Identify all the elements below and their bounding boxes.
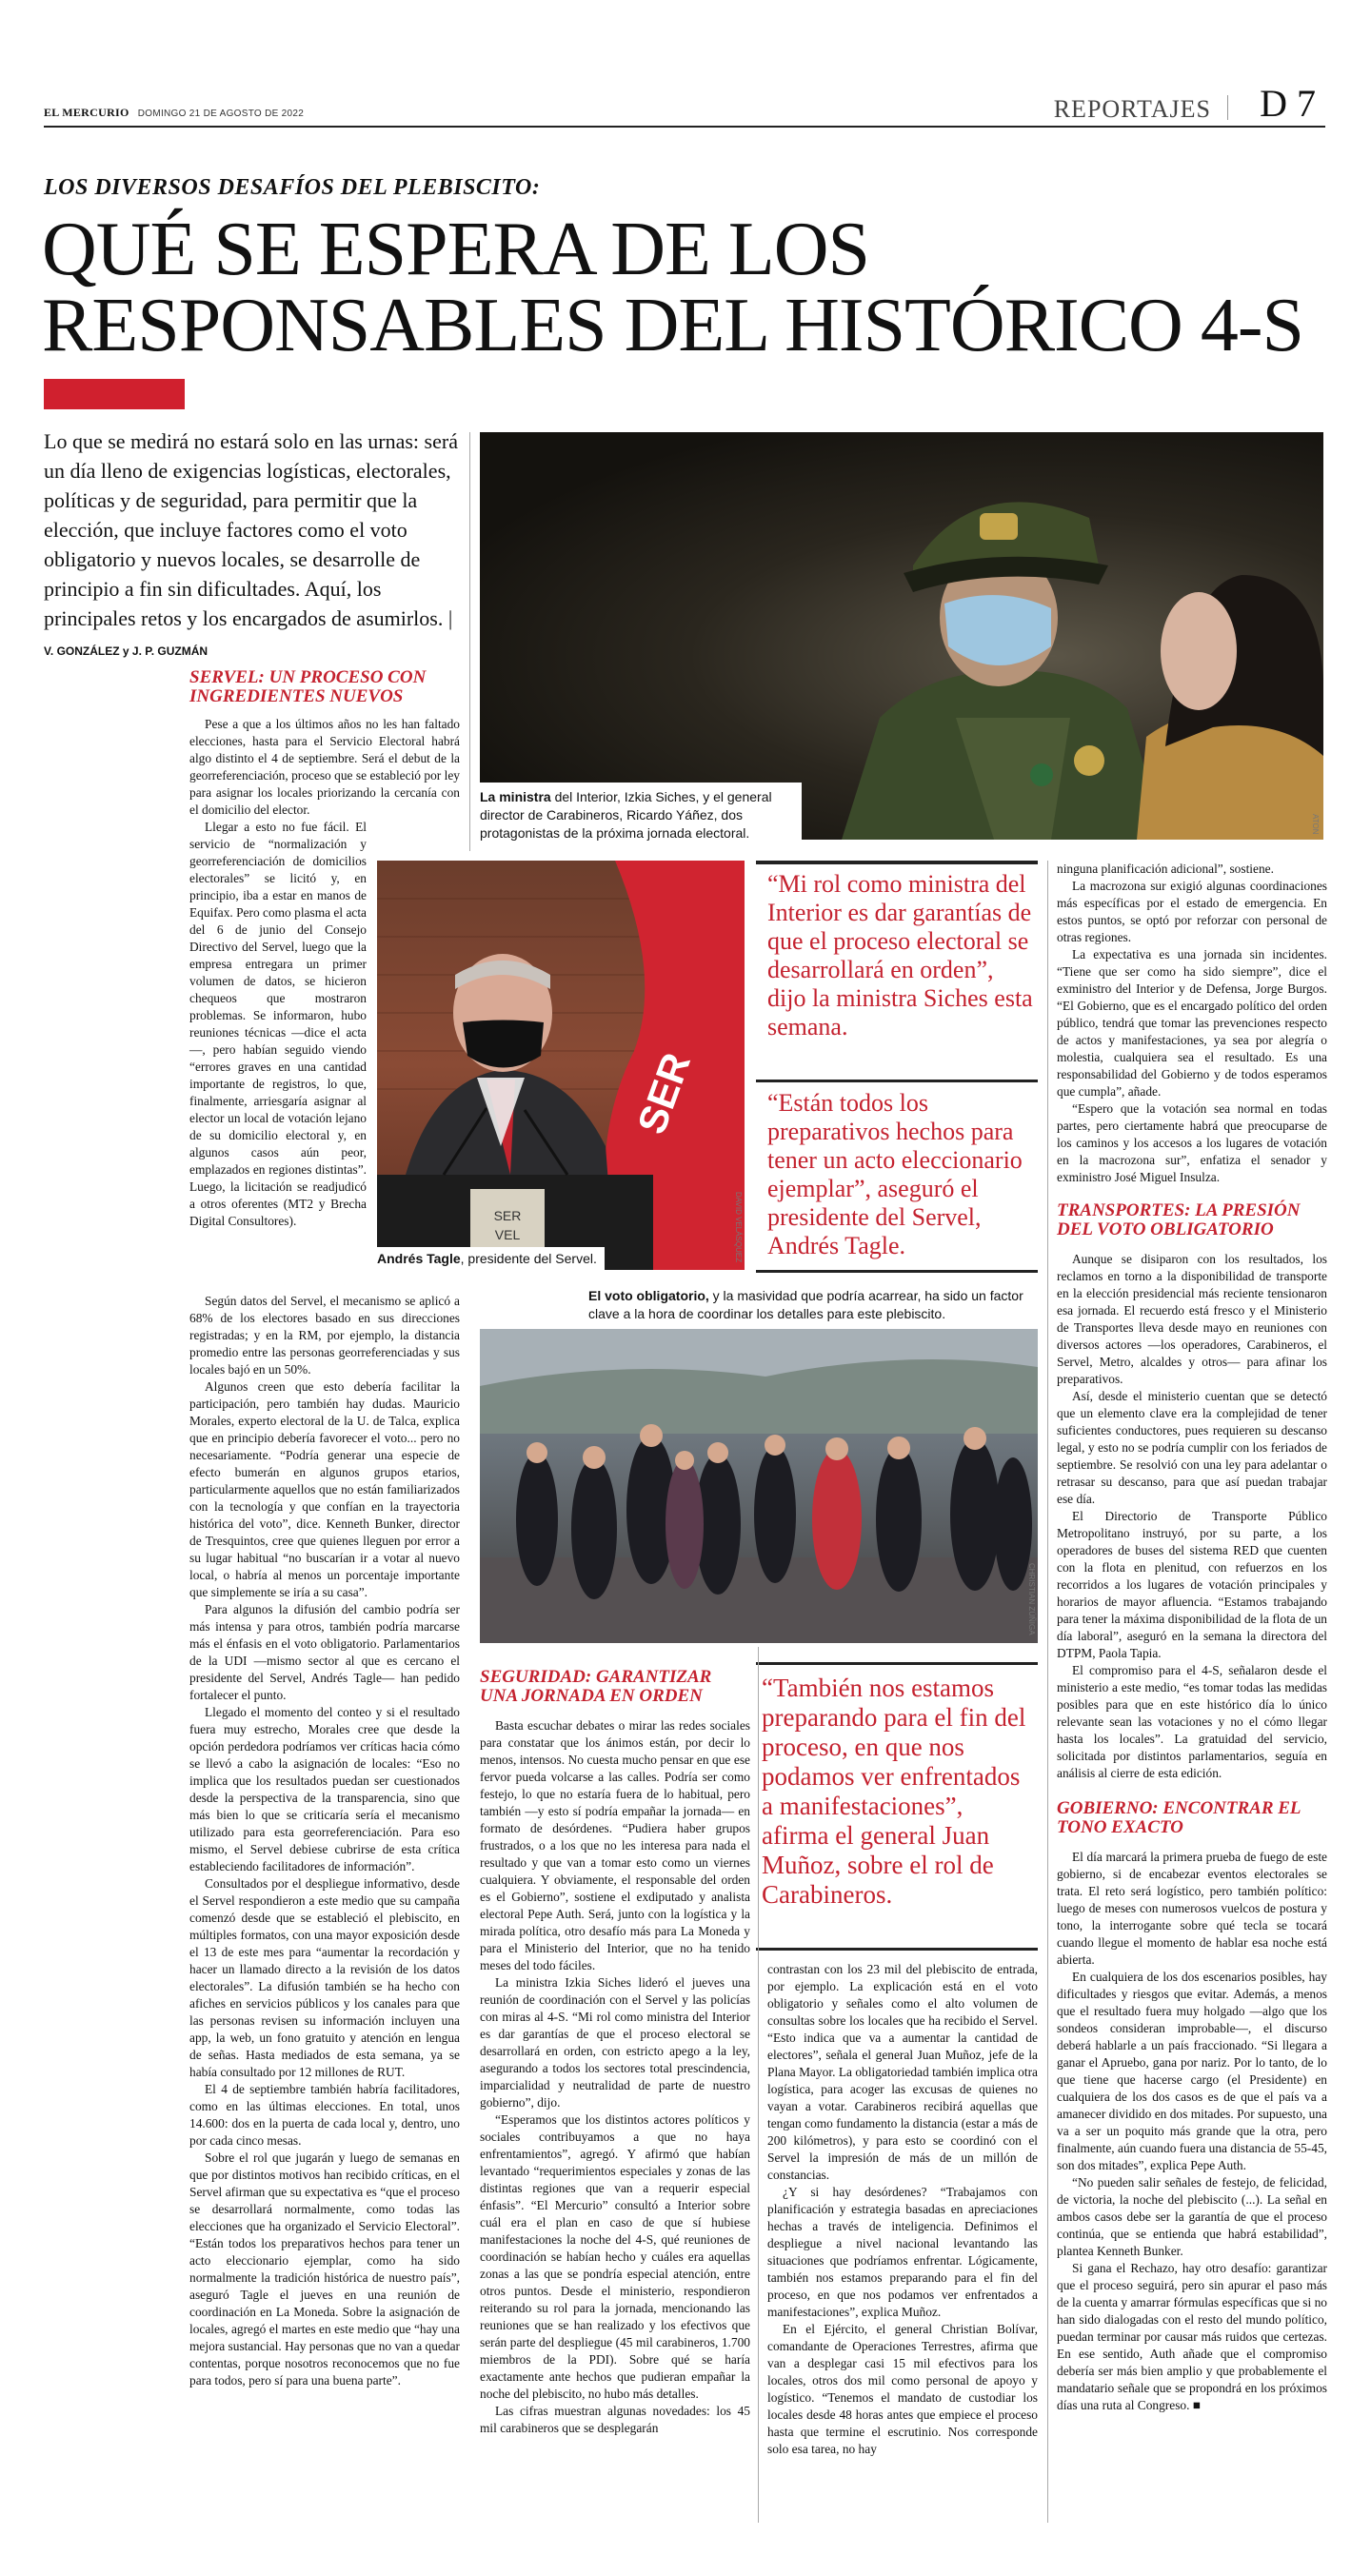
intro-text: Lo que se medirá no estará solo en las urnas: será un día lleno de exigencias logísticas, electorales, políticas y de seguridad, para permitir que la elección, que incluye factores como el voto obligatorio y nuevos locales, se desarrolle de principio a fin sin dificultades. Aquí, los principales retos y los encargados de asumirlos. |: [44, 429, 458, 630]
column-rule: [758, 1647, 759, 2523]
column-rule: [469, 432, 470, 851]
col4-mid-text: [1057, 1251, 1327, 1782]
newspaper-name: EL MERCURIO: [44, 106, 129, 119]
photo-1-credit: ATON: [1311, 813, 1320, 834]
subhead-transportes: TRANSPORTES: LA PRESIÓN DEL VOTO OBLIGATORIO: [1057, 1200, 1301, 1239]
svg-text:VEL: VEL: [494, 1227, 521, 1242]
paragraph: La expectativa es una jornada sin incidentes. “Tiene que ser como ha sido siempre”, dice el exministro del Interior y de Defensa, Jorge Burgos. “El Gobierno, que es el encargado político del orden público, tendrá que tomar las prevenciones respecto de actos y manifestaciones, ya sea por alegría o molestia, cualquiera sea el resultado. Es una responsabilidad del Gobierno y de todos esperamos que cumpla”, añade.: [1057, 947, 1327, 1099]
photo-2-caption-text: , presidente del Servel.: [460, 1251, 597, 1266]
photo-3-illustration: [480, 1329, 1038, 1643]
photo-1-caption-text: del Interior, Izkia Siches, y el general director de Carabineros, Ricardo Yáñez, dos protagonistas de la próxima jornada electoral.: [480, 789, 772, 841]
photo-andres-tagle: [377, 861, 745, 1270]
pull-quote-rule: [756, 1948, 1038, 1951]
photo-3-caption-lead: El voto obligatorio,: [588, 1288, 709, 1303]
photo-voters-crowd: [480, 1329, 1038, 1643]
pull-quote-tagle: “Están todos los preparativos hechos para tener un acto eleccionario ejemplar”, aseguró el presidente del Servel, Andrés Tagle.: [767, 1089, 1023, 1259]
svg-text:SER: SER: [628, 1046, 699, 1140]
photo-ministra-general: [480, 432, 1323, 840]
col1-bottom-text: [189, 1293, 460, 2389]
photo-2-illustration: [377, 861, 745, 1270]
col2-text: [480, 1717, 750, 2437]
paragraph: La ministra Izkia Siches lideró el jueves una reunión de coordinación con el Servel y las policías con miras al 4-S. “Mi rol como ministra del Interior es dar garantías de que el proceso electoral se desarrollará en orden, con estricto apego a la ley, asegurando a todos los sectores total prescindencia, imparcialidad y neutralidad de parte de nuestro gobierno”, dijo.: [480, 1975, 750, 2110]
pull-quote-munoz: “También nos estamos preparando para el fin del proceso, en que nos podamos ver enfrentados a manifestaciones”, afirma el general Juan Muñoz, sobre el rol de Carabineros.: [762, 1674, 1026, 1909]
paragraph: El Directorio de Transporte Público Metropolitano instruyó, por su parte, a los operadores de buses del sistema RED que cuenten con la flota en plenitud, con refuerzos en los recorridos a los lugares de votación principales y horarios de mayor afluencia. “Estamos trabajando para tener la máxima disponibilidad de la flota de un día laboral”, aseguró en la semana la directora del DTPM, Paola Tapia.: [1057, 1509, 1327, 1660]
headline-line-2: RESPONSABLES DEL HISTÓRICO 4-S: [42, 284, 1303, 367]
photo-1-caption-lead: La ministra: [480, 789, 551, 804]
subhead-seguridad: SEGURIDAD: GARANTIZAR UNA JORNADA EN ORDEN: [480, 1667, 712, 1706]
paragraph: Si gana el Rechazo, hay otro desafío: garantizar que el proceso seguirá, pero sin apurar el paso más de la cuenta y amarrar fórmulas específicas que si no han sido dialogadas con el resto del mundo político, puedan terminar por causar más ruidos que certezas. En ese sentido, Auth añade que el compromiso debería ser más bien amplio y que probablemente el mandatario señale que se propondrá en los próximos días una ruta al Congreso. ■: [1057, 2261, 1327, 2412]
masthead-divider: [1227, 95, 1228, 120]
photo-1-caption: [480, 783, 802, 848]
paragraph: “No pueden salir señales de festejo, de felicidad, de victoria, la noche del plebiscito (...). La señal en ambos casos debe ser la garantía de que el proceso continúa, que se entienda que habrá estabilidad”, plantea Kenneth Bunker.: [1057, 2175, 1327, 2258]
headline-line-1: QUÉ SE ESPERA DE LOS: [42, 208, 869, 291]
photo-3-credit: CHRISTIAN ZÚÑIGA: [1027, 1563, 1036, 1635]
pull-quote-rule: [756, 1270, 1038, 1273]
headline: [42, 208, 1337, 367]
paragraph: Sobre el rol que jugarán y luego de semanas en que por distintos motivos han recibido críticas, en el Servel afirman que su expectativa es “que el proceso se desarrollará normalmente, como todas las elecciones que ha organizado el Servicio Electoral”. “Están todos los preparativos hechos para tener un acto eleccionario ejemplar, como ha sido normalmente la tradición histórica de nuestro país”, aseguró Tagle el jueves en una reunión de coordinación en La Moneda. Sobre la asignación de locales, agregó el martes en este medio que “hay una mejora sustancial. Hay personas que no van a quedar contentas, porque nosotros reconocemos que no fue para todos, pero sí para una buena parte”.: [189, 2150, 460, 2388]
paragraph: ¿Y si hay desórdenes? “Trabajamos con planificación y estrategia basadas en apreciaciones hechas a través de inteligencia. Definimos el despliegue a nivel nacional levantando las situaciones que podríamos enfrentar. Lógicamente, también nos estamos preparando para el fin del proceso, en que nos podamos ver enfrentados a manifestaciones”, explica Muñoz.: [767, 2185, 1038, 2319]
photo-2-credit: DAVID VELÁSQUEZ: [734, 1191, 743, 1262]
masthead-left: [44, 106, 304, 120]
masthead: [44, 82, 1325, 128]
pull-quote-rule: [756, 1662, 1038, 1665]
paragraph: Según datos del Servel, el mecanismo se aplicó a 68% de los electores basado en sus direcciones registradas; y en la RM, por ejemplo, la distancia promedio entre las personas georreferenciadas y sus locales bajó en un 50%.: [189, 1294, 460, 1377]
paragraph: Llegar a esto no fue fácil. El servicio de “normalización y georreferenciación de domicilios electorales” se licitó y, en principio, iba a estar en manos de Equifax. Pero como plasma el acta del 6 de junio del Consejo Directivo del Servel, luego que la empresa entregara un primer volumen de datos, se hicieron chequeos que mostraron problemas. Se informaron, hubo reuniones técnicas —dice el acta—, pero habían seguido viendo “errores graves en una cantidad importante de registros, lo que, finalmente, arriesgaría asignar al elector un local de votación lejano de su domicilio electoral y, en algunos casos aún peor, emplazados en regiones distintas”. Luego, la licitación se readjudicó a otros oferentes (MT2 y Brecha Digital Consultores).: [189, 820, 367, 1228]
subhead-servel: SERVEL: UN PROCESO CON INGREDIENTES NUEVOS: [189, 667, 427, 706]
paragraph: Llegado el momento del conteo y si el resultado fuera muy estrecho, Morales cree que desde la opción perdedora podríamos ver críticas hacia cómo se llevó a cabo la asignación de locales: “Eso no implica que los resultados puedan ser cuestionados desde la perspectiva de la transparencia, sino que más bien lo que se criticaría sería el mecanismo utilizado para esta georreferenciación. Para eso mismo, el Servel debiese cubrirse de esta crítica estableciendo facilitadores de información”.: [189, 1705, 460, 1873]
section-name: REPORTAJES: [1053, 95, 1211, 123]
photo-3-caption: [588, 1287, 1036, 1323]
paragraph: Algunos creen que esto debería facilitar la participación, pero también hay dudas. Mauricio Morales, experto electoral de la U. de Talca, explica que en principio debería favorecer el voto... pero no necesariamente. “Podría generar una especie de efecto bumerán en algunos grupos etarios, particularmente aquellos que no están familiarizados con la tecnología y que confían en la trayectoria histórica del voto”, dice. Kenneth Bunker, director de Tresquintos, cree que quienes lleguen por error a su lugar habitual “no buscarían ir a votar al nuevo local, o habría al menos un porcentaje importante que simplemente se iría a su casa”.: [189, 1379, 460, 1599]
paragraph: Así, desde el ministerio cuentan que se detectó que un elemento clave era la complejidad de tener suficientes conductores, pues requieren su descanso legal, y esto no se podría cumplir con los feriados de septiembre. Se resolvió con una ley para adelantar o retrasar su descanso, para que así puedan trabajar ese día.: [1057, 1389, 1327, 1506]
paragraph: El 4 de septiembre también habría facilitadores, como en las últimas elecciones. En total, unos 14.600: dos en la puerta de cada local y, dentro, uno por cada cinco mesas.: [189, 2082, 460, 2148]
svg-text:SER: SER: [493, 1208, 522, 1223]
page-number: D 7: [1260, 82, 1316, 125]
col3-text: [767, 1961, 1038, 2458]
paragraph: ninguna planificación adicional”, sostiene.: [1057, 862, 1274, 876]
photo-1-illustration: [480, 432, 1323, 840]
photo-2-caption: [377, 1247, 605, 1271]
paragraph: Basta escuchar debates o mirar las redes sociales para constatar que los ánimos están, por decir lo menos, intensos. No cuesta mucho pensar en que ese fervor pueda volcarse a las calles. Podría ser como festejo, lo que no estaría fuera de lo habitual, pero también —y esto sí podría empañar la jornada— en formato de desórdenes. “Pudiera haber grupos frustrados, o a los que no les interesa para nada el resultado y que van a tomar esto como un viernes cualquiera. Y obviamente, el responsable del orden es el Gobierno”, sostiene el exdiputado y analista electoral Pepe Auth. Será, junto con la logística y la mirada política, otro desafío más para La Moneda y para el Ministerio del Interior, que no ha tenido meses del todo fáciles.: [480, 1718, 750, 1972]
edition-date: DOMINGO 21 DE AGOSTO DE 2022: [137, 109, 305, 119]
paragraph: “Esperamos que los distintos actores políticos y sociales contribuyamos a que no haya enfrentamientos”, agregó. Y afirmó que habían levantado “requerimientos especiales y zonas de las distintas regiones que van a requerir especial énfasis”. “El Mercurio” consultó a Interior sobre cuál era el plan en caso de que sí hubiese manifestaciones la noche del 4-S, qué reuniones de coordinación se habían hecho y cuáles era aquellas zonas a las que se pondría especial atención, entre otros puntos. Desde el ministerio, respondieron reiterando su rol para la jornada, mencionando las reuniones que se han realizado y los efectivos que serán parte del despliegue (45 mil carabineros, 1.700 miembros de la PDI). Sobre qué se haría exactamente ante hechos que pudieran empañar la noche del plebiscito, no hubo más detalles.: [480, 2112, 750, 2401]
col4-bottom-text: [1057, 1849, 1327, 2414]
red-accent-bar: [44, 379, 185, 409]
paragraph: El día marcará la primera prueba de fuego de este gobierno, si de encabezar eventos electorales se trata. El reto será logístico, pero también político: luego de meses con numerosos vuelcos de postura y tono, la interrogante sobre qué tecla se tocará cuando llegue el momento de hablar esa noche está abierta.: [1057, 1850, 1327, 1967]
col1-narrow-text: [189, 819, 367, 1230]
col1-top-text: [189, 716, 460, 819]
paragraph: La macrozona sur exigió algunas coordinaciones más específicas por el estado de emergencia. En estos puntos, se optó por reforzar con personal de otras regiones.: [1057, 879, 1327, 944]
subhead-gobierno: GOBIERNO: ENCONTRAR EL TONO EXACTO: [1057, 1798, 1301, 1837]
column-rule: [1047, 861, 1048, 2523]
kicker: LOS DIVERSOS DESAFÍOS DEL PLEBISCITO:: [44, 175, 541, 200]
paragraph: Para algunos la difusión del cambio podría ser más intensa y para otros, también podría marcarse más el énfasis en el voto obligatorio. Parlamentarios de la UDI —mismo sector al que es cercano el presidente del Servel, Andrés Tagle— han pedido fortalecer el punto.: [189, 1602, 460, 1702]
pull-quote-rule: [756, 861, 1038, 864]
paragraph: En cualquiera de los dos escenarios posibles, hay dificultades y riesgos que evitar. Además, a menos que el resultado fuera muy holgado —algo que los sondeos consideran improbable—, el discurso deberá hablarle a un país fraccionado. “Si llegara a ganar el Apruebo, gana por nariz. Por lo tanto, de lo que tiene que hacerse cargo (el Presidente) en cualquiera de los dos casos es de que el país va a amanecer dividido en dos mitades. Por supuesto, una va a ser un poquito más grande que la otra, pero finalmente, aún cuando fuera una distancia de 55-45, son dos mitades”, explica Pepe Auth.: [1057, 1970, 1327, 2172]
paragraph: Pese a que a los últimos años no les han faltado elecciones, hasta para el Servicio Electoral habrá algo distinto el 4 de septiembre. Será el debut de la georreferenciación, proceso que se estableció por ley para asignar los locales priorizando la cercanía con el domicilio del elector.: [189, 717, 460, 817]
photo-3-caption-text: y la masividad que podría acarrear, ha sido un factor clave a la hora de coordinar los detalles para este plebiscito.: [588, 1288, 1023, 1321]
paragraph: Aunque se disiparon con los resultados, los reclamos en torno a la disponibilidad de transporte en la elección presidencial más reciente tensionaron esa jornada. El recuerdo está fresco y el Ministerio de Transportes lleva desde mayo en reuniones con diversos actores —los operadores, Carabineros, el Servel, Metro, alcaldes y otros— para afinar los preparativos.: [1057, 1252, 1327, 1386]
pull-quote-rule: [756, 1080, 1038, 1082]
pull-quote-siches: “Mi rol como ministra del Interior es dar garantías de que el proceso electoral se desarrollará en orden”, dijo la ministra Siches esta semana.: [767, 870, 1033, 1040]
photo-2-caption-lead: Andrés Tagle: [377, 1251, 461, 1266]
paragraph: contrastan con los 23 mil del plebiscito de entrada, por ejemplo. La explicación está en el voto obligatorio y señales como el alto volumen de consultas sobre los locales que ha recibido el Servel. “Esto indica que va a aumentar la cantidad de electores”, señala el general Juan Muñoz, jefe de la Plana Mayor. La obligatoriedad también implica otra logística, para acoger las excusas de quienes no vayan a votar. Carabineros recibirá aquellas que tengan como fundamento la distancia (estar a más de 200 kilómetros), y para esto se coordinó con el Servel la impresión de más de un millón de constancias.: [767, 1962, 1038, 2182]
paragraph: El compromiso para el 4-S, señalaron desde el ministerio a este medio, “es tomar todas las medidas posibles para que en este histórico día lo único relevante sean las votaciones y no el cómo llegar hasta los locales”. La gratuidad del servicio, solicitada por distintos parlamentarios, seguía en análisis al cierre de esta edición.: [1057, 1663, 1327, 1780]
intro-lede: [44, 426, 459, 666]
byline: V. GONZÁLEZ y J. P. GUZMÁN: [44, 644, 209, 658]
paragraph: Las cifras muestran algunas novedades: los 45 mil carabineros que se desplegarán: [480, 2404, 750, 2435]
col4-top-text: [1057, 861, 1327, 1186]
paragraph: Consultados por el despliegue informativo, desde el Servel respondieron a este medio que su campaña comenzó desde que se estableció el plebiscito, en múltiples formatos, con una mayor exposición desde el 13 de este mes para “aumentar la recordación y hacer un llamado directo a la revisión de los datos electorales”. La difusión también se ha hecho con afiches en servicios públicos y los canales para que las personas revisen su información incluyen una app, la web, un fono gratuito y atención en lengua de señas. Hasta mediados de esta semana, ya se había consultado por 12 millones de RUT.: [189, 1876, 460, 2079]
paragraph: “Espero que la votación sea normal en todas partes, pero ciertamente habrá que preocuparse de los caminos y los accesos a los lugares de votación en la macrozona sur”, enfatiza el senador y exministro José Miguel Insulza.: [1057, 1101, 1327, 1184]
paragraph: En el Ejército, el general Christian Bolívar, comandante de Operaciones Terrestres, afirma que van a desplegar casi 15 mil efectivos para los locales, otros dos mil como personal de apoyo y logístico. “Tenemos el mandato de custodiar los locales desde 48 horas antes que empiece el proceso hasta que termine el escrutinio. Nos corresponde solo esa tarea, no hay: [767, 2322, 1038, 2456]
